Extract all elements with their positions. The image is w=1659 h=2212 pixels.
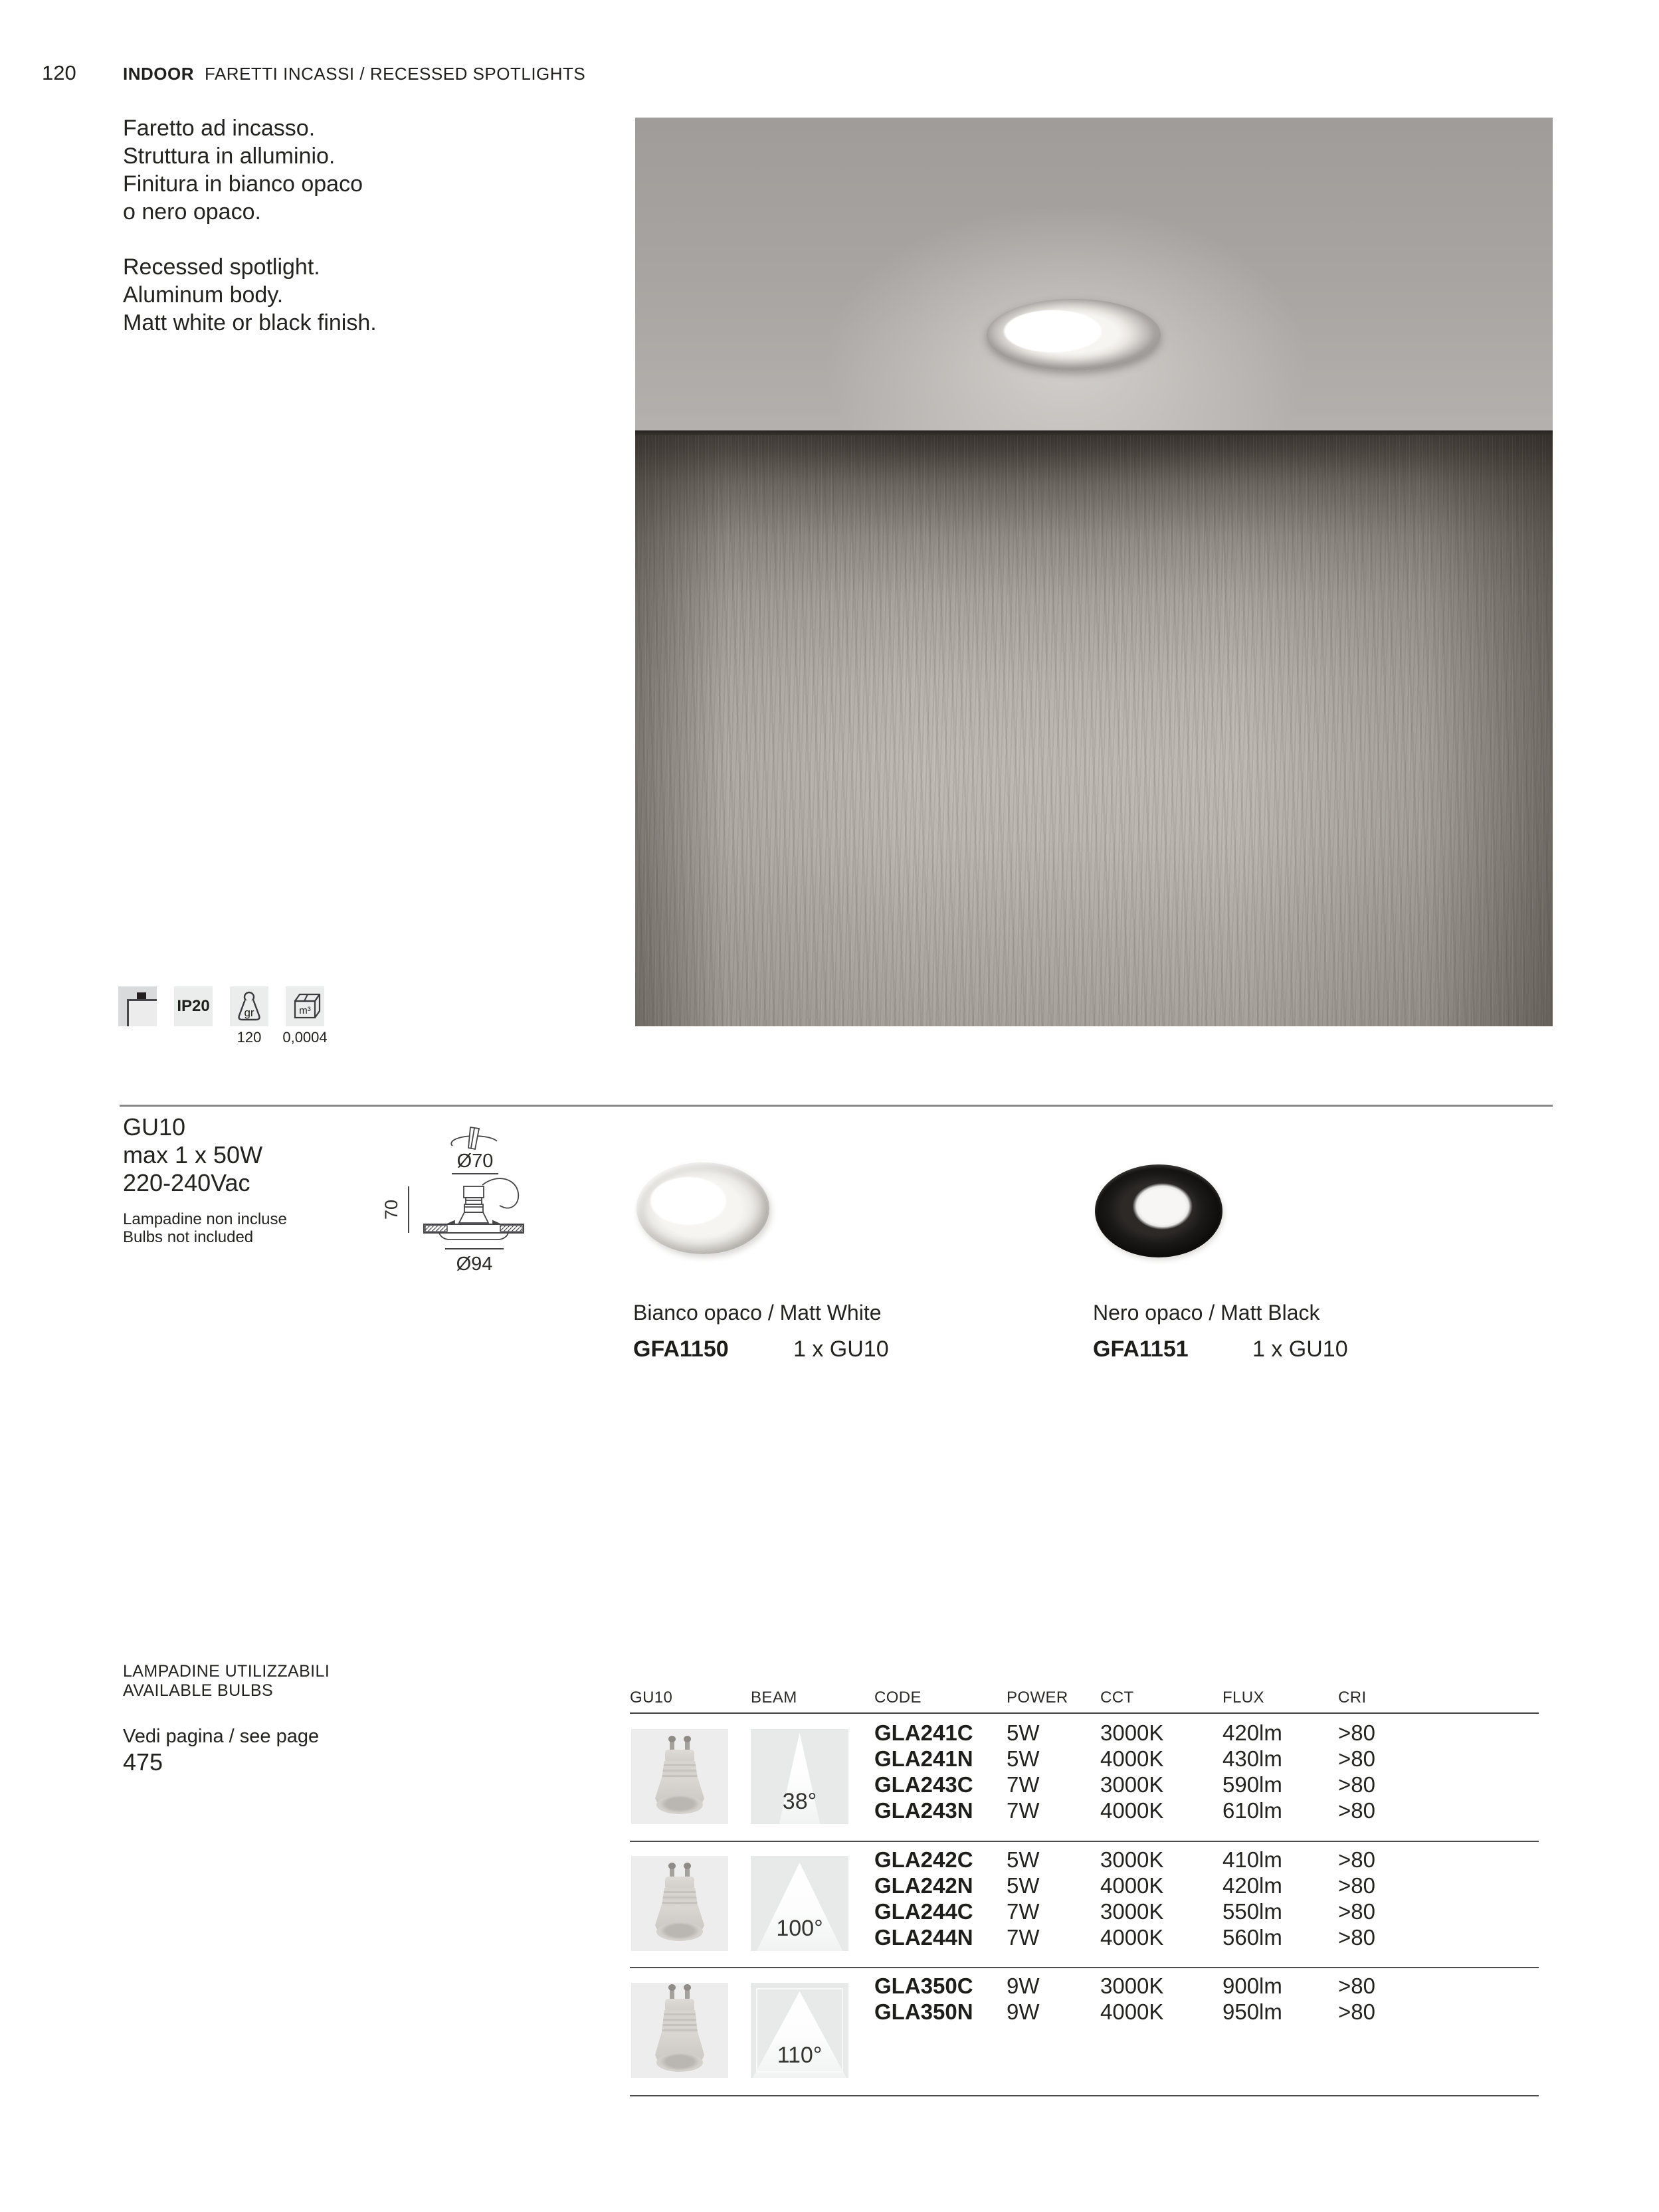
- bulbs-table-title: LAMPADINE UTILIZZABILI AVAILABLE BULBS: [123, 1662, 330, 1700]
- column-header-beam: BEAM: [751, 1689, 797, 1706]
- table-group-separator: [630, 1967, 1539, 1968]
- column-header-flux: FLUX: [1222, 1689, 1264, 1706]
- weight-unit: gr: [244, 1006, 254, 1019]
- bulbs-note: Lampadine non incluse Bulbs not included: [123, 1210, 287, 1246]
- volume-value: 0,0004: [282, 1029, 328, 1046]
- see-page-number: 475: [123, 1748, 163, 1776]
- variant-finish: Nero opaco / Matt Black: [1093, 1301, 1320, 1325]
- photo-ceiling: [635, 118, 1553, 430]
- variant-code: GFA1151: [1093, 1336, 1189, 1362]
- page-number: 120: [42, 61, 76, 84]
- lamp-specs: [123, 1113, 262, 1197]
- bottom-diameter-label: Ø94: [456, 1253, 493, 1275]
- description-italian: Faretto ad incasso. Struttura in alluminio. Finitura in bianco opaco o nero opaco.: [123, 116, 363, 225]
- weight-value: 120: [237, 1029, 262, 1046]
- max-power: max 1 x 50W: [123, 1141, 263, 1168]
- table-row: GLA243N 7W 4000K 610lm >80: [874, 1798, 1375, 1823]
- top-diameter-label: Ø70: [456, 1151, 494, 1172]
- section-subtitle: FARETTI INCASSI / RECESSED SPOTLIGHTS: [205, 64, 586, 84]
- recessed-ceiling-mount-icon: [118, 986, 157, 1026]
- cable-line: [482, 1178, 518, 1208]
- variant-finish: Bianco opaco / Matt White: [633, 1301, 882, 1325]
- variant-lamping: 1 x GU10: [1252, 1336, 1348, 1362]
- photo-wall-texture: [635, 430, 1553, 1026]
- technical-drawing: [372, 1116, 591, 1295]
- matt-white-fixture-image: [636, 1162, 769, 1254]
- voltage: 220-240Vac: [123, 1169, 250, 1196]
- column-header-code: CODE: [874, 1689, 922, 1706]
- weight-icon: [230, 986, 268, 1026]
- ip-rating-badge: IP20: [174, 986, 213, 1026]
- volume-unit: m³: [299, 1005, 311, 1016]
- carton-volume-icon: [286, 986, 324, 1026]
- table-row: GLA350N 9W 4000K 950lm >80: [874, 1999, 1375, 2024]
- socket-type: GU10: [123, 1113, 186, 1141]
- page-header: [123, 64, 585, 84]
- description-english: Recessed spotlight. Aluminum body. Matt white or black finish.: [123, 254, 377, 335]
- section-divider: [120, 1105, 1553, 1107]
- table-row: GLA242N 5W 4000K 420lm >80: [874, 1873, 1375, 1898]
- beam-angle-value: 100°: [776, 1916, 823, 1942]
- table-row: GLA241N 5W 4000K 430lm >80: [874, 1746, 1375, 1771]
- column-header-cri: CRI: [1338, 1689, 1367, 1706]
- table-header-rule: [630, 1712, 1539, 1714]
- section-label: INDOOR: [123, 64, 194, 84]
- table-row: GLA244C 7W 3000K 550lm >80: [874, 1899, 1375, 1924]
- table-row: GLA243C 7W 3000K 590lm >80: [874, 1772, 1375, 1797]
- table-row: GLA350C 9W 3000K 900lm >80: [874, 1974, 1375, 1998]
- table-row: GLA244N 7W 4000K 560lm >80: [874, 1925, 1375, 1950]
- variant-code: GFA1150: [633, 1336, 729, 1362]
- see-page-label: Vedi pagina / see page: [123, 1726, 320, 1747]
- column-header-power: POWER: [1007, 1689, 1068, 1706]
- matt-black-fixture-image: [1095, 1164, 1222, 1257]
- variant-lamping: 1 x GU10: [793, 1336, 889, 1362]
- column-header-cct: CCT: [1100, 1689, 1134, 1706]
- table-group-separator: [630, 1841, 1539, 1842]
- beam-angle-value: 110°: [777, 2043, 823, 2069]
- beam-angle-value: 38°: [782, 1789, 817, 1815]
- table-row: GLA242C 5W 3000K 410lm >80: [874, 1847, 1375, 1872]
- product-photo: [635, 118, 1553, 1026]
- recess-depth-label: 70: [381, 1199, 401, 1220]
- recessed-spotlight-image: [987, 299, 1161, 371]
- table-bottom-rule: [630, 2095, 1539, 2096]
- column-header-gu10: GU10: [630, 1689, 673, 1706]
- table-row: GLA241C 5W 3000K 420lm >80: [874, 1720, 1375, 1745]
